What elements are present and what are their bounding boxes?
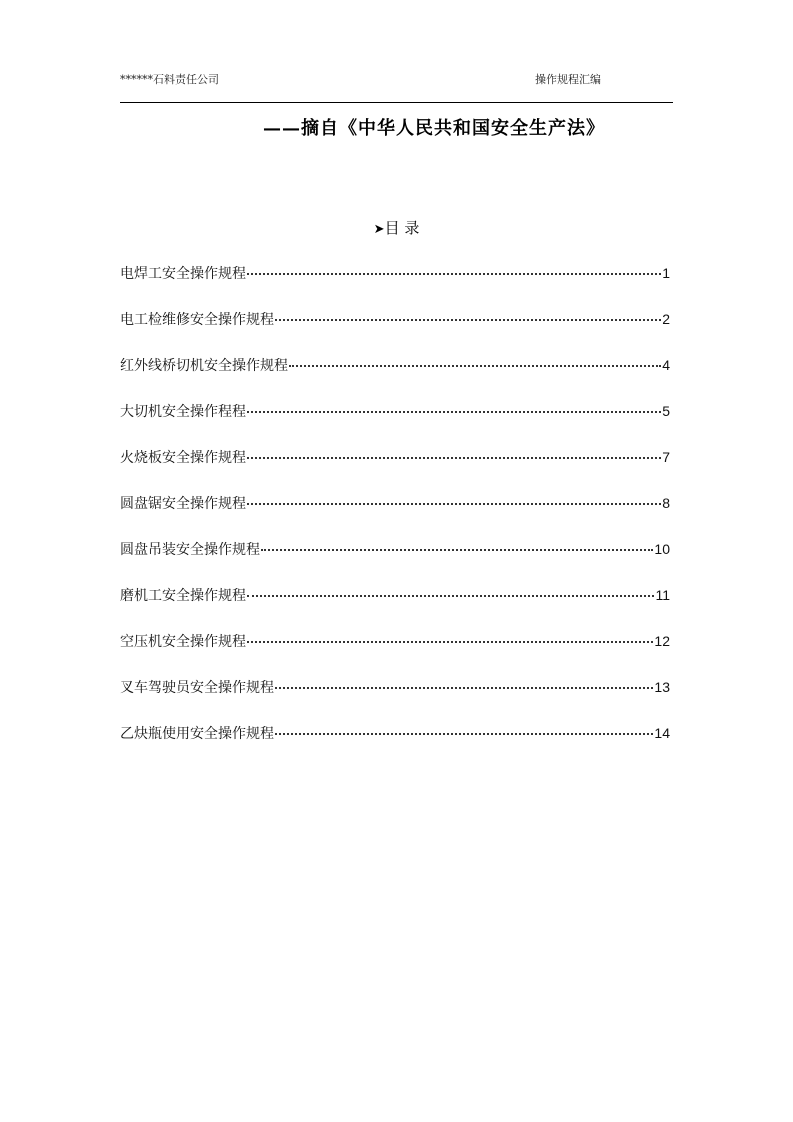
toc-entry-page: 8	[662, 495, 670, 511]
toc-entry[interactable]	[120, 355, 670, 401]
dot-leader	[275, 687, 653, 689]
toc-entry-label[interactable]: 电工检维修安全操作规程	[120, 312, 274, 328]
toc-entry-label[interactable]: 空压机安全操作规程	[120, 634, 246, 650]
header-doc-title: 操作规程汇编	[535, 73, 601, 86]
toc-entry-label[interactable]: 磨机工安全操作规程	[120, 588, 246, 604]
toc-entry-label[interactable]: 大切机安全操作程程	[120, 404, 246, 420]
header-rule	[120, 102, 673, 103]
header-company: ******石料责任公司	[120, 73, 219, 86]
toc-entry[interactable]	[120, 263, 670, 309]
toc-entry[interactable]	[120, 677, 670, 723]
toc-entry-page: 5	[662, 403, 670, 419]
toc-entry[interactable]	[120, 723, 670, 769]
dot-leader	[247, 273, 661, 275]
dot-leader	[275, 733, 653, 735]
dot-leader	[289, 365, 661, 367]
arrow-icon: ➤	[373, 222, 385, 237]
toc-entry-page: 13	[654, 679, 670, 695]
toc-entry-label[interactable]: 电焊工安全操作规程	[120, 266, 246, 282]
toc-entry[interactable]	[120, 631, 670, 677]
page-title: ——摘自《中华人民共和国安全生产法》	[263, 118, 605, 139]
toc-entry-label[interactable]: 红外线桥切机安全操作规程	[120, 358, 288, 374]
dot-leader	[261, 549, 653, 551]
toc-entry[interactable]	[120, 447, 670, 493]
toc-entry-page: 11	[655, 587, 670, 603]
toc-entry[interactable]	[120, 493, 670, 539]
toc-entry-page: 14	[654, 725, 670, 741]
dot-leader	[275, 319, 661, 321]
dot-leader	[247, 457, 661, 459]
toc-entry[interactable]	[120, 401, 670, 447]
toc-entry-label[interactable]: 火烧板安全操作规程	[120, 450, 246, 466]
toc-entry-label[interactable]: 乙炔瓶使用安全操作规程	[120, 726, 274, 742]
toc-entry-label[interactable]: 圆盘锯安全操作规程	[120, 496, 246, 512]
toc-entry-label[interactable]: 圆盘吊装安全操作规程	[120, 542, 260, 558]
dot-leader	[247, 503, 661, 505]
toc-entry-label[interactable]: 叉车驾驶员安全操作规程	[120, 680, 274, 696]
toc-entry-page: 12	[654, 633, 670, 649]
toc-entry-page: 2	[662, 311, 670, 327]
toc-entry[interactable]	[120, 309, 670, 355]
dot-leader	[247, 595, 654, 597]
toc-entry-page: 1	[662, 265, 670, 281]
toc-entry-page: 7	[662, 449, 670, 465]
dot-leader	[247, 641, 653, 643]
table-of-contents	[120, 263, 670, 769]
toc-entry[interactable]	[120, 585, 670, 631]
toc-heading	[0, 217, 793, 238]
dot-leader	[247, 411, 661, 413]
toc-entry-page: 10	[654, 541, 670, 557]
toc-entry-page: 4	[662, 357, 670, 373]
toc-entry[interactable]	[120, 539, 670, 585]
toc-heading-text: 目 录	[384, 219, 420, 237]
